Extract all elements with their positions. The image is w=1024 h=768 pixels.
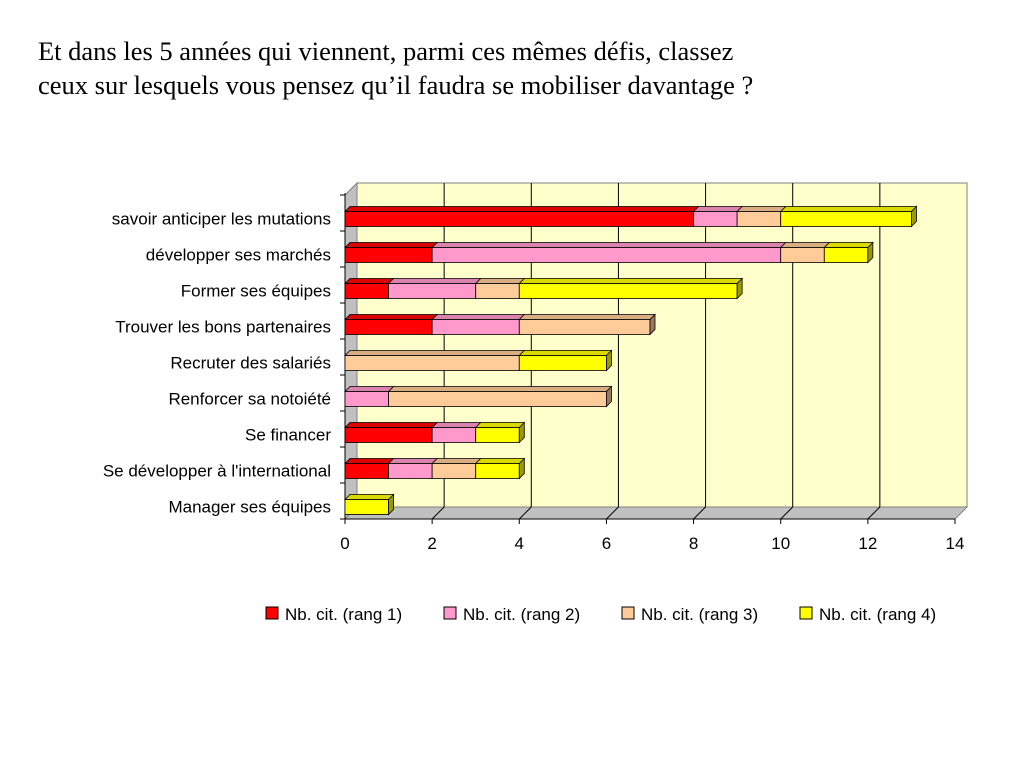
bar-segment-series-4 xyxy=(519,356,606,371)
legend-swatch-series-1 xyxy=(266,607,278,619)
bar-segment-series-1 xyxy=(345,248,432,263)
title-line-2: ceux sur lesquels vous pensez qu’il faudra se mobiliser davantage ? xyxy=(38,70,754,100)
bar-segment-series-4 xyxy=(824,248,868,263)
bar-segment-series-2 xyxy=(432,428,476,443)
bar-top-series-2 xyxy=(432,423,481,428)
bar-top-series-4 xyxy=(519,351,611,356)
category-label: Trouver les bons partenaires xyxy=(115,317,331,337)
x-tick-label-6: 6 xyxy=(601,534,612,553)
bar-segment-series-2 xyxy=(432,248,781,263)
bar-top-series-2 xyxy=(389,459,438,464)
bar-segment-series-3 xyxy=(519,320,650,335)
bar-top-series-1 xyxy=(345,279,394,284)
bar-top-series-3 xyxy=(389,387,612,392)
legend-swatch-series-3 xyxy=(622,607,634,619)
bar-top-series-2 xyxy=(345,387,394,392)
bar-top-series-3 xyxy=(432,459,481,464)
bar-segment-series-4 xyxy=(519,284,737,299)
bar-segment-series-2 xyxy=(345,392,389,407)
bar-top-series-2 xyxy=(694,207,743,212)
legend-label-series-4: Nb. cit. (rang 4) xyxy=(819,605,937,624)
category-label: Renforcer sa notoiété xyxy=(168,389,331,409)
bar-segment-series-2 xyxy=(694,212,738,227)
title-line-1: Et dans les 5 années qui viennent, parmi ces mêmes défis, classez xyxy=(38,36,734,66)
category-label: savoir anticiper les mutations xyxy=(111,209,331,229)
bar-segment-series-3 xyxy=(432,464,476,479)
legend-swatch-series-4 xyxy=(800,607,812,619)
bar-segment-series-1 xyxy=(345,428,432,443)
x-tick-label-0: 0 xyxy=(340,534,350,553)
bar-segment-series-2 xyxy=(389,284,476,299)
bar-top-series-2 xyxy=(432,315,524,320)
bar-top-series-4 xyxy=(519,279,742,284)
bar-top-series-1 xyxy=(345,207,699,212)
bar-top-series-2 xyxy=(432,243,786,248)
bar-segment-series-4 xyxy=(476,464,520,479)
bar-segment-series-3 xyxy=(781,248,825,263)
legend-label-series-3: Nb. cit. (rang 3) xyxy=(641,605,759,624)
bar-top-series-1 xyxy=(345,243,437,248)
x-tick-label-14: 14 xyxy=(945,534,965,553)
legend-label-series-2: Nb. cit. (rang 2) xyxy=(463,605,581,624)
x-tick-label-4: 4 xyxy=(514,534,525,553)
bar-segment-series-1 xyxy=(345,212,694,227)
category-label: Recruter des salariés xyxy=(170,353,331,373)
category-label: Former ses équipes xyxy=(180,281,331,301)
bar-segment-series-2 xyxy=(432,320,519,335)
bar-top-series-1 xyxy=(345,423,437,428)
category-label: développer ses marchés xyxy=(145,245,331,265)
legend-label-series-1: Nb. cit. (rang 1) xyxy=(285,605,403,624)
category-label: Se financer xyxy=(245,425,331,445)
bar-top-series-1 xyxy=(345,315,437,320)
bar-top-series-2 xyxy=(389,279,481,284)
bar-top-series-3 xyxy=(519,315,655,320)
bar-top-series-3 xyxy=(345,351,524,356)
bar-top-series-3 xyxy=(476,279,525,284)
bar-segment-series-1 xyxy=(345,284,389,299)
bar-top-series-4 xyxy=(781,207,917,212)
bar-top-series-4 xyxy=(824,243,873,248)
bar-top-series-4 xyxy=(345,495,394,500)
x-tick-label-10: 10 xyxy=(771,534,791,553)
category-label: Manager ses équipes xyxy=(168,497,331,517)
bar-segment-series-3 xyxy=(476,284,520,299)
x-tick-label-2: 2 xyxy=(427,534,437,553)
bar-top-series-4 xyxy=(476,423,525,428)
bar-top-series-3 xyxy=(781,243,830,248)
bar-segment-series-3 xyxy=(389,392,607,407)
bar-top-series-1 xyxy=(345,459,394,464)
legend-swatch-series-2 xyxy=(444,607,456,619)
bar-segment-series-4 xyxy=(345,500,389,515)
bar-segment-series-3 xyxy=(737,212,781,227)
bar-segment-series-1 xyxy=(345,320,432,335)
bar-segment-series-2 xyxy=(389,464,433,479)
bar-top-series-4 xyxy=(476,459,525,464)
bar-segment-series-4 xyxy=(476,428,520,443)
x-tick-label-12: 12 xyxy=(858,534,878,553)
bar-top-series-3 xyxy=(737,207,786,212)
bar-segment-series-1 xyxy=(345,464,389,479)
bar-segment-series-4 xyxy=(781,212,912,227)
category-label: Se développer à l'international xyxy=(102,461,331,481)
x-tick-label-8: 8 xyxy=(688,534,699,553)
bar-segment-series-3 xyxy=(345,356,519,371)
